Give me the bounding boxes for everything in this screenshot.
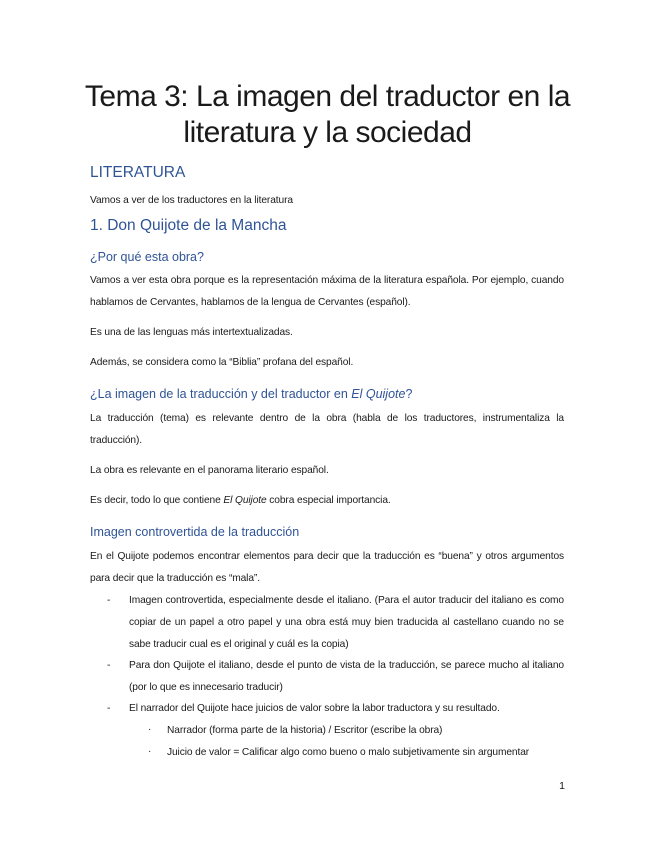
subsection-heading-quijote: 1. Don Quijote de la Mancha: [90, 217, 287, 234]
page-number: 1: [559, 780, 565, 792]
paragraph-q2-3: [90, 490, 564, 512]
list-item-text: Imagen controvertida, especialmente desde el italiano. (Para el autor traducir del italiano es como copiar de un papel a otro papel y una obra está muy bien traducida al castellano cuando no se sabe traducir cual es el original y cuál es la copia): [129, 595, 564, 650]
list-item: [90, 698, 564, 720]
sub-list-item: [90, 720, 564, 742]
heading-imagen-controvertida: Imagen controvertida de la traducción: [90, 525, 300, 539]
paragraph-q1-1: Vamos a ver esta obra porque es la representación máxima de la literatura española. Por ejemplo, cuando hablamos de Cervantes, hablamos de la lengua de Cervantes (español).: [90, 275, 564, 308]
heading-imagen-traduccion-quijote: [90, 386, 412, 402]
list-item: [90, 655, 564, 699]
sub-list-item: [90, 742, 564, 764]
paragraph-q1-3: Además, se considera como la “Biblia” profana del español.: [90, 357, 354, 368]
paragraph-q2-3-em: El Quijote: [223, 495, 267, 506]
sub-list-item-text: Narrador (forma parte de la historia) / Escritor (escribe la obra): [167, 725, 443, 736]
paragraph-q3-1: En el Quijote podemos encontrar elementos para decir que la traducción es “buena” y otros argumentos para decir que la traducción es “mala”.: [90, 551, 564, 584]
list-item-text: Para don Quijote el italiano, desde el punto de vista de la traducción, se parece mucho al italiano (por lo que es innecesario traducir): [129, 660, 564, 693]
bullet-dash: -: [107, 660, 111, 671]
paragraph-q2-3-post: cobra especial importancia.: [266, 495, 391, 506]
paragraph-q2-2: La obra es relevante en el panorama literario español.: [90, 465, 329, 476]
heading-q2-em: El Quijote: [351, 387, 406, 401]
paragraph-q2-3-pre: Es decir, todo lo que contiene: [90, 495, 224, 506]
heading-q2-post: ?: [405, 387, 413, 401]
bullet-dash: -: [107, 703, 111, 714]
heading-por-que-esta-obra: ¿Por qué esta obra?: [90, 250, 204, 264]
sub-bullet-dot: ·: [148, 746, 152, 757]
paragraph-q1-2: Es una de las lenguas más intertextualizadas.: [90, 327, 293, 338]
bullet-dash: -: [107, 595, 111, 606]
section-heading-literatura: LITERATURA: [90, 164, 186, 181]
list-item-text: El narrador del Quijote hace juicios de valor sobre la labor traductora y su resultado.: [129, 703, 500, 714]
paragraph-q2-1: La traducción (tema) es relevante dentro de la obra (habla de los traductores, instrumentaliza la traducción).: [90, 413, 564, 446]
document-title-line-2: literatura y la sociedad: [183, 116, 472, 149]
list-item: [90, 590, 564, 656]
sub-bullet-dot: ·: [148, 724, 152, 735]
sub-list-item-text: Juicio de valor = Calificar algo como bueno o malo subjetivamente sin argumentar: [167, 747, 530, 758]
document-title-line-1: Tema 3: La imagen del traductor en la: [84, 80, 571, 113]
heading-q2-pre: ¿La imagen de la traducción y del traductor en: [90, 387, 352, 401]
intro-paragraph: Vamos a ver de los traductores en la literatura: [90, 195, 293, 206]
